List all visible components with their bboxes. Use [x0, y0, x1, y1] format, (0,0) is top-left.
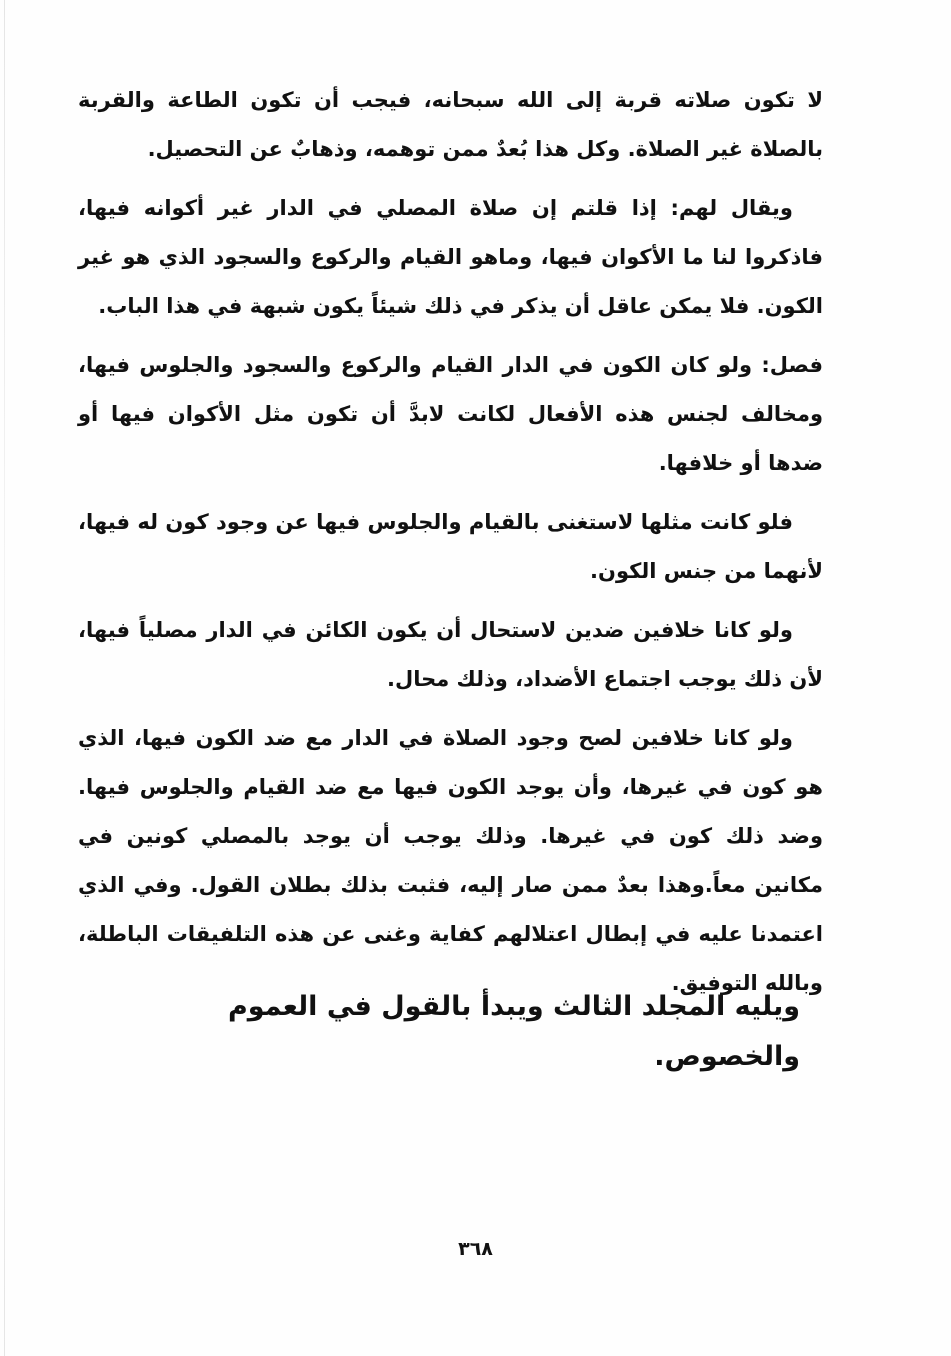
paragraph-5-text: ولو كانا خلافين ضدين لاستحال أن يكون الكائن في الدار مصلياً فيها، لأن ذلك يوجب اجتماع الأضداد، وذلك محال. [78, 618, 823, 691]
paragraph-4-text: فلو كانت مثلها لاستغنى بالقيام والجلوس فيها عن وجود كون له فيها، لأنهما من جنس الكون. [78, 510, 823, 583]
closing-note: ويليه المجلد الثالث ويبدأ بالقول في العموم والخصوص. [227, 991, 800, 1072]
paragraph-4 [78, 498, 823, 596]
paragraph-3 [78, 341, 823, 488]
body-text [78, 76, 823, 1018]
paragraph-1 [78, 76, 823, 174]
page-edge-shadow [4, 0, 5, 1356]
page-number: ٣٦٨ [458, 1238, 493, 1260]
paragraph-6-text: ولو كانا خلافين لصح وجود الصلاة في الدار مع ضد الكون فيها، الذي هو كون في غيرها، وأن يوجد الكون فيها مع ضد القيام والجلوس فيها. وضد ذلك كون في غيرها. وذلك يوجب أن يوجد بالمصلي كونين في مكانين معاً.وهذا بعدٌ ممن صار إليه، فثبت بذلك بطلان القول. وفي الذي اعتمدنا عليه في إبطال اعتلالهم كفاية وغنى عن هذه التلفيقات الباطلة، وبالله التوفيق. [78, 726, 823, 995]
paragraph-3-text: ولو كان الكون في الدار القيام والركوع والسجود والجلوس فيها، ومخالف لجنس هذه الأفعال لكانت لابدَّ أن تكون مثل الأكوان فيها أو ضدها أو خلافها. [78, 353, 823, 475]
paragraph-2-text: ويقال لهم: إذا قلتم إن صلاة المصلي في الدار غير أكوانه فيها، فاذكروا لنا ما الأكوان فيها، وماهو القيام والركوع والسجود الذي هو غير الكون. فلا يمكن عاقل أن يذكر في ذلك شيئاً يكون شبهة في هذا الباب. [78, 196, 823, 318]
section-heading-fasl: فصل: [761, 353, 823, 377]
paragraph-1-text: لا تكون صلاته قربة إلى الله سبحانه، فيجب أن تكون الطاعة والقربة بالصلاة غير الصلاة. وكل هذا بُعدٌ ممن توهمه، وذهابٌ عن التحصيل. [78, 88, 823, 161]
paragraph-6 [78, 714, 823, 1008]
paragraph-2 [78, 184, 823, 331]
paragraph-5 [78, 606, 823, 704]
